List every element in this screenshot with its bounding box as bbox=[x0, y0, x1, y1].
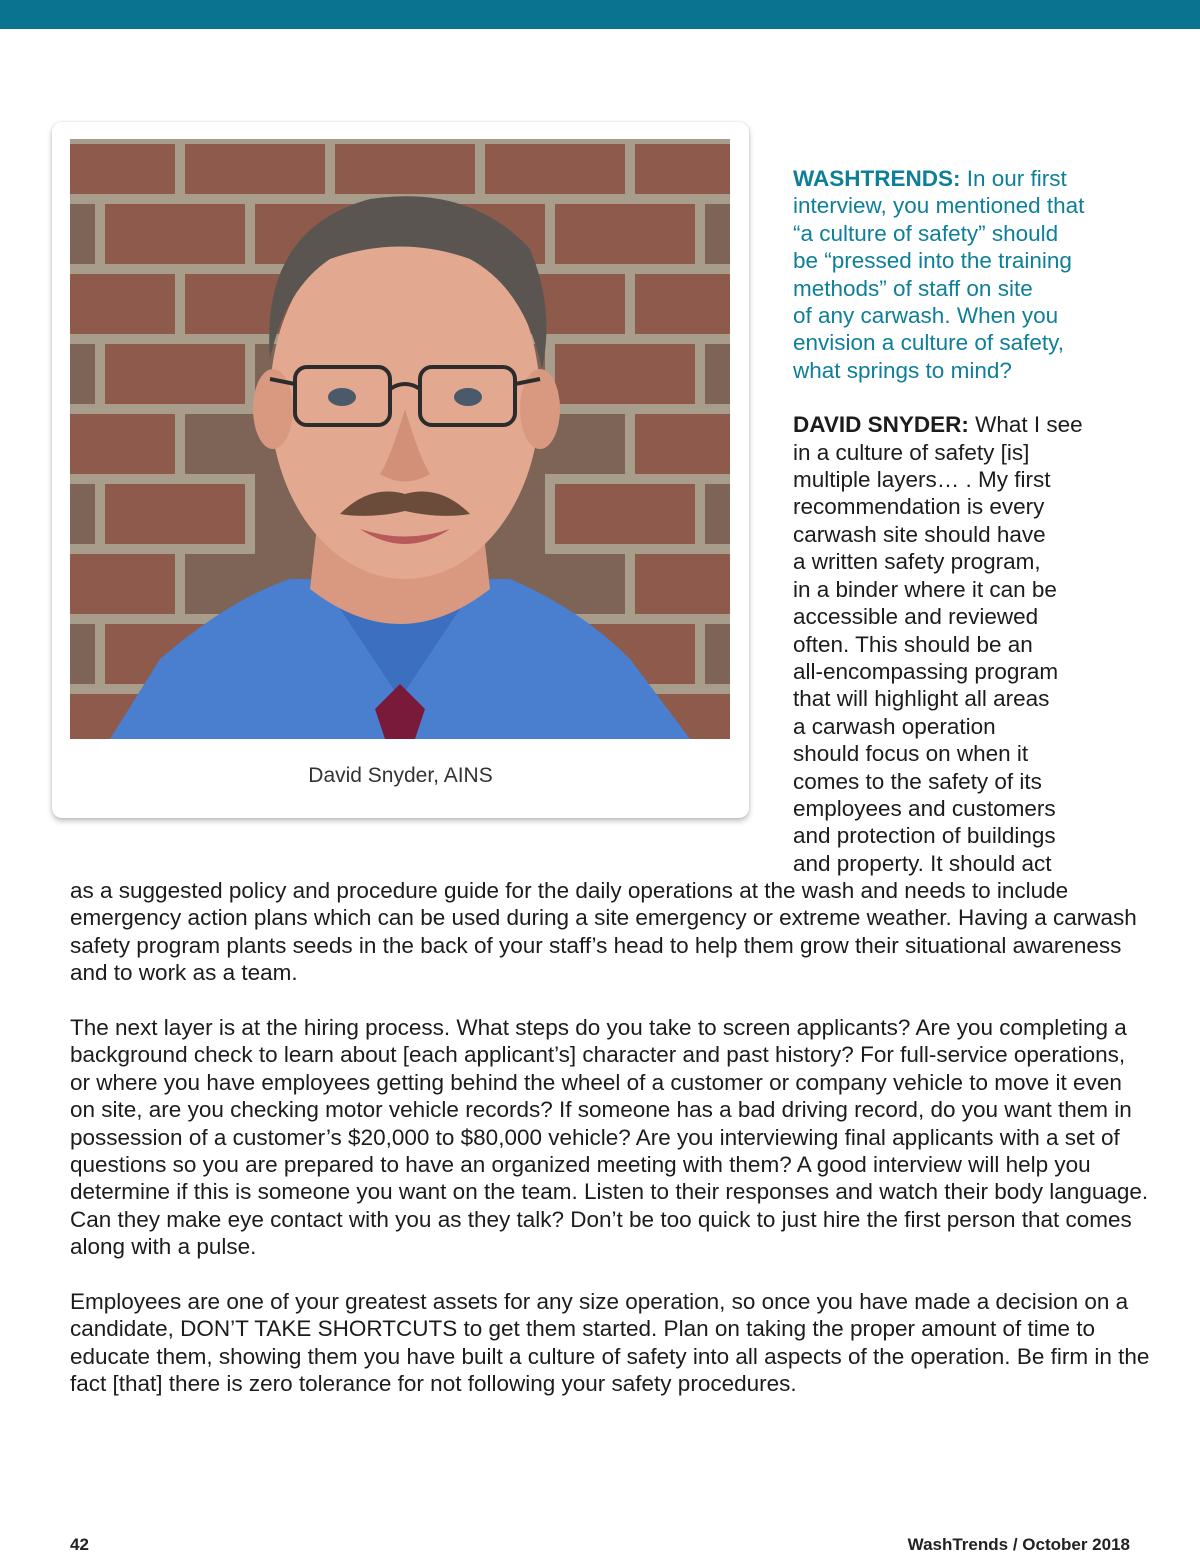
question-line: interview, you mentioned that bbox=[793, 193, 1085, 219]
answer-line: and property. It should act bbox=[793, 850, 1052, 876]
body-paragraph: Employees are one of your greatest assets for any size operation, so once you have made a decision on a candidate, DON’T TAKE SHORTCUTS to get them started. Plan on taking the proper amount of time to educate them, showing them you have built a culture of safety into all aspects of the operation. Be firm in the fact [that] there is zero tolerance for not following your safety procedures. bbox=[70, 1289, 1150, 1397]
answer-line: employees and customers bbox=[793, 795, 1056, 821]
page-number: 42 bbox=[70, 1535, 89, 1554]
answer-line: recommendation is every bbox=[793, 494, 1045, 520]
answer-line: comes to the safety of its bbox=[793, 768, 1042, 794]
answer-speaker: DAVID SNYDER: bbox=[793, 412, 969, 438]
interviewee-answer bbox=[793, 411, 1153, 877]
answer-line: multiple layers… . My first bbox=[793, 467, 1051, 493]
interviewer-question bbox=[793, 165, 1153, 384]
answer-line: and protection of buildings bbox=[793, 823, 1056, 849]
question-line: what springs to mind? bbox=[793, 357, 1012, 383]
question-line: envision a culture of safety, bbox=[793, 330, 1064, 356]
question-line: “a culture of safety” should bbox=[793, 220, 1059, 246]
answer-line: often. This should be an bbox=[793, 631, 1033, 657]
interview-side-column bbox=[793, 165, 1153, 877]
question-line: In our first bbox=[966, 166, 1067, 191]
answer-line: a written safety program, bbox=[793, 549, 1041, 575]
publication-footer: WashTrends / October 2018 bbox=[907, 1535, 1130, 1554]
answer-line: all-encompassing program bbox=[793, 658, 1059, 684]
question-line: be “pressed into the training bbox=[793, 248, 1072, 274]
answer-line: should focus on when it bbox=[793, 741, 1029, 767]
article-body bbox=[70, 877, 1150, 1425]
body-paragraph: as a suggested policy and procedure guide for the daily operations at the wash and needs to include emergency action plans which can be used during a site emergency or extreme weather. Having a carwash safety program plants seeds in the back of your staff’s head to help them grow their situational awareness and to work as a team. bbox=[70, 878, 1137, 986]
body-paragraph: The next layer is at the hiring process. What steps do you take to screen applicants? Are you completing a background check to learn about [each applicant’s] character and past history? For full-service operations, or where you have employees getting behind the wheel of a customer or company vehicle to move it even on site, are you checking motor vehicle records? If someone has a bad driving record, do you want them in possession of a customer’s $20,000 to $80,000 vehicle? Are you interviewing final applicants with a set of questions so you are prepared to have an organized meeting with them? A good interview will help you determine if this is someone you want on the team. Listen to their responses and watch their body language. Can they make eye contact with you as they talk? Don’t be too quick to just hire the first person that comes along with a pulse. bbox=[70, 1015, 1149, 1260]
header-accent-bar bbox=[0, 0, 1200, 29]
answer-line: carwash site should have bbox=[793, 521, 1046, 547]
portrait-photo bbox=[70, 139, 730, 739]
answer-line: that will highlight all areas bbox=[793, 686, 1050, 712]
answer-line: a carwash operation bbox=[793, 713, 996, 739]
photo-card bbox=[52, 122, 749, 818]
question-speaker: WASHTRENDS: bbox=[793, 166, 961, 191]
question-line: of any carwash. When you bbox=[793, 303, 1059, 329]
answer-line: What I see bbox=[975, 412, 1083, 438]
portrait-illustration bbox=[70, 139, 730, 739]
answer-line: in a binder where it can be bbox=[793, 576, 1057, 602]
answer-line: accessible and reviewed bbox=[793, 604, 1039, 630]
answer-line: in a culture of safety [is] bbox=[793, 439, 1030, 465]
question-line: methods” of staff on site bbox=[793, 275, 1033, 301]
photo-caption: David Snyder, AINS bbox=[308, 764, 493, 787]
